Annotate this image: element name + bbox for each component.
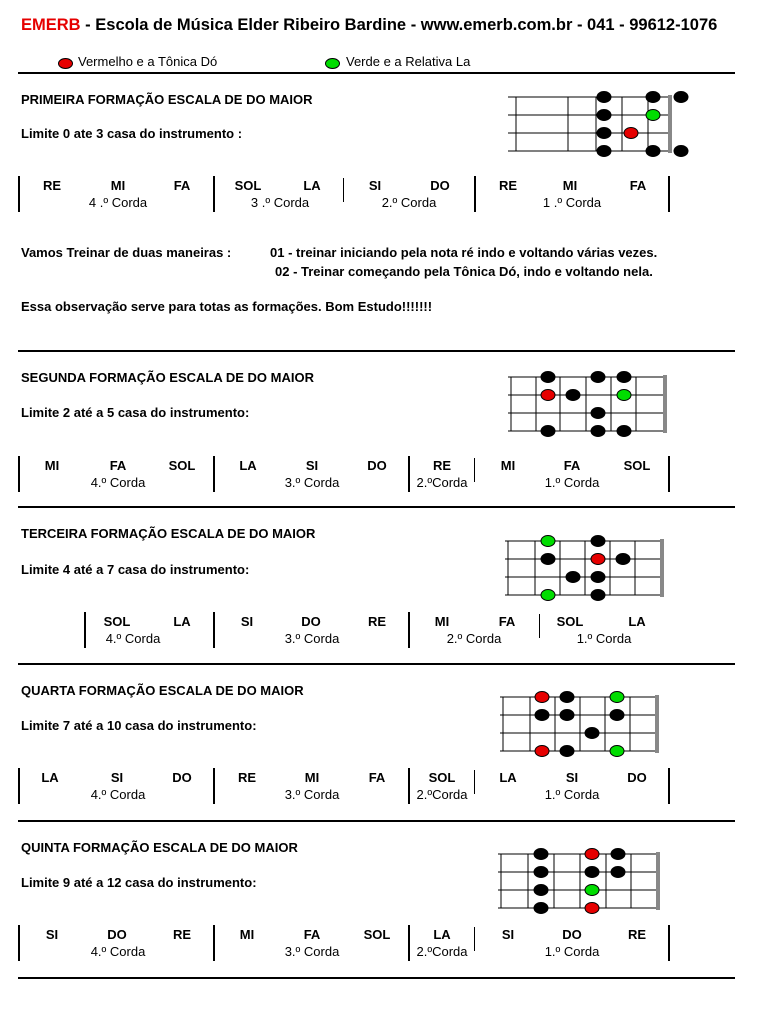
note-dot-black xyxy=(541,554,555,565)
bar xyxy=(408,768,410,804)
note-dot-black xyxy=(611,867,625,878)
bar xyxy=(18,768,20,804)
header-title-text: - Escola de Música Elder Ribeiro Bardine - www.emerb.com.br - 041 - 99612-1076 xyxy=(80,16,718,34)
section-2-scale xyxy=(0,456,768,496)
note-label: SI xyxy=(110,770,124,785)
section-3-limit: Limite 4 até a 7 casa do instrumento: xyxy=(21,562,250,577)
note-label: DO xyxy=(107,927,127,942)
note-dot-green xyxy=(646,110,660,121)
note-dot-red xyxy=(541,390,555,401)
bar xyxy=(408,456,410,492)
note-label: MI xyxy=(110,178,126,193)
string-label: 1.º Corda xyxy=(576,631,632,646)
bar xyxy=(408,925,410,961)
divider xyxy=(18,663,735,665)
note-label: SOL xyxy=(234,178,262,193)
note-label: FA xyxy=(498,614,516,629)
note-dot-black xyxy=(585,867,599,878)
note-label: SI xyxy=(305,458,319,473)
note-label: SOL xyxy=(428,770,456,785)
note-label: RE xyxy=(172,927,192,942)
bar xyxy=(84,612,86,648)
note-dot-black xyxy=(597,92,611,103)
string-label: 3 .º Corda xyxy=(250,195,310,210)
bar xyxy=(668,456,670,492)
section-2-limit: Limite 2 até a 5 casa do instrumento: xyxy=(21,405,250,420)
string-label: 4.º Corda xyxy=(90,944,146,959)
note-label: LA xyxy=(628,614,646,629)
note-dot-red xyxy=(624,128,638,139)
note-label: MI xyxy=(434,614,450,629)
bar xyxy=(213,456,215,492)
note-label: DO xyxy=(172,770,192,785)
note-dot-black xyxy=(591,408,605,419)
note-label: RE xyxy=(367,614,387,629)
bar xyxy=(474,927,475,951)
bar xyxy=(474,176,476,212)
legend-red-label: Vermelho e a Tônica Dó xyxy=(78,54,218,69)
fretboard-diagram-1 xyxy=(508,86,698,161)
fretboard-diagram-5 xyxy=(498,843,668,913)
bar xyxy=(213,768,215,804)
note-label: MI xyxy=(562,178,578,193)
string-label: 2.ºCorda xyxy=(416,787,468,802)
note-label: MI xyxy=(304,770,320,785)
note-dot-black xyxy=(597,128,611,139)
note-dot-green xyxy=(541,590,555,601)
note-dot-black xyxy=(535,710,549,721)
note-dot-black xyxy=(534,903,548,914)
bar xyxy=(213,612,215,648)
note-label: RE xyxy=(237,770,257,785)
note-dot-green xyxy=(541,536,555,547)
note-label: SI xyxy=(368,178,382,193)
bar xyxy=(668,176,670,212)
section-2-title: SEGUNDA FORMAÇÃO ESCALA DE DO MAIOR xyxy=(21,370,314,385)
bar xyxy=(668,768,670,804)
string-label: 1 .º Corda xyxy=(542,195,602,210)
bar xyxy=(18,176,20,212)
bar xyxy=(408,612,410,648)
note-dot-black xyxy=(534,885,548,896)
section-1-limit: Limite 0 ate 3 casa do instrumento : xyxy=(21,126,243,141)
training-intro: Vamos Treinar de duas maneiras : xyxy=(21,245,232,260)
note-label: DO xyxy=(301,614,321,629)
note-label: SI xyxy=(45,927,59,942)
note-dot-red xyxy=(535,692,549,703)
note-label: RE xyxy=(42,178,62,193)
section-3-scale xyxy=(0,612,768,652)
note-label: RE xyxy=(432,458,452,473)
note-label: RE xyxy=(627,927,647,942)
note-dot-green xyxy=(610,692,624,703)
page-header xyxy=(21,16,717,35)
note-label: FA xyxy=(563,458,581,473)
training-way-1: 01 - treinar iniciando pela nota ré indo e voltando várias vezes. xyxy=(270,245,658,260)
fretboard-nut xyxy=(668,95,672,153)
note-label: FA xyxy=(629,178,647,193)
note-label: MI xyxy=(239,927,255,942)
note-label: SOL xyxy=(168,458,196,473)
note-dot-black xyxy=(611,849,625,860)
note-dot-black xyxy=(541,372,555,383)
note-dot-black xyxy=(566,572,580,583)
note-dot-black xyxy=(597,110,611,121)
note-dot-black xyxy=(591,572,605,583)
fretboard-nut xyxy=(655,695,659,753)
section-4-scale xyxy=(0,768,768,808)
bar xyxy=(18,925,20,961)
note-label: LA xyxy=(239,458,257,473)
note-dot-red xyxy=(585,849,599,860)
note-dot-black xyxy=(534,867,548,878)
note-dot-black xyxy=(674,92,688,103)
string-label: 4.º Corda xyxy=(90,475,146,490)
section-3-title: TERCEIRA FORMAÇÃO ESCALA DE DO MAIOR xyxy=(21,526,316,541)
note-dot-black xyxy=(591,372,605,383)
note-label: SOL xyxy=(623,458,651,473)
note-label: FA xyxy=(173,178,191,193)
section-4-limit: Limite 7 até a 10 casa do instrumento: xyxy=(21,718,257,733)
note-dot-green xyxy=(585,885,599,896)
fretboard-diagram-3 xyxy=(505,530,675,600)
string-label: 1.º Corda xyxy=(544,787,600,802)
bar xyxy=(18,456,20,492)
note-dot-black xyxy=(591,536,605,547)
note-dot-black xyxy=(560,692,574,703)
note-label: DO xyxy=(367,458,387,473)
note-dot-black xyxy=(560,746,574,757)
bar xyxy=(474,458,475,482)
note-label: MI xyxy=(44,458,60,473)
note-label: MI xyxy=(500,458,516,473)
note-label: FA xyxy=(368,770,386,785)
note-dot-black xyxy=(617,372,631,383)
fretboard-diagram-4 xyxy=(500,686,670,756)
string-label: 3.º Corda xyxy=(284,944,340,959)
note-label: LA xyxy=(433,927,451,942)
note-label: SOL xyxy=(363,927,391,942)
note-dot-black xyxy=(610,710,624,721)
bar xyxy=(213,176,215,212)
note-dot-black xyxy=(585,728,599,739)
divider xyxy=(18,350,735,352)
string-label: 1.º Corda xyxy=(544,475,600,490)
note-label: DO xyxy=(430,178,450,193)
note-label: RE xyxy=(498,178,518,193)
bar xyxy=(539,614,540,638)
training-way-2: 02 - Treinar começando pela Tônica Dó, indo e voltando nela. xyxy=(275,264,653,279)
note-label: SOL xyxy=(103,614,131,629)
string-label: 2.ºCorda xyxy=(416,475,468,490)
note-dot-black xyxy=(541,426,555,437)
closing-note: Essa observação serve para totas as formações. Bom Estudo!!!!!!! xyxy=(21,299,433,314)
note-dot-black xyxy=(646,146,660,157)
note-dot-black xyxy=(617,426,631,437)
brand-name: EMERB xyxy=(21,16,81,34)
note-dot-black xyxy=(674,146,688,157)
note-label: LA xyxy=(303,178,321,193)
fretboard-nut xyxy=(663,375,667,433)
string-label: 2.º Corda xyxy=(446,631,502,646)
divider xyxy=(18,820,735,822)
note-dot-black xyxy=(646,92,660,103)
note-label: FA xyxy=(109,458,127,473)
note-dot-black xyxy=(616,554,630,565)
bar xyxy=(668,925,670,961)
note-label: DO xyxy=(627,770,647,785)
fretboard-nut xyxy=(660,539,664,597)
note-dot-black xyxy=(560,710,574,721)
note-dot-black xyxy=(591,590,605,601)
section-1-title: PRIMEIRA FORMAÇÃO ESCALA DE DO MAIOR xyxy=(21,92,313,107)
bar xyxy=(343,178,344,202)
bar xyxy=(474,770,475,794)
note-dot-green xyxy=(610,746,624,757)
red-dot-icon xyxy=(58,58,73,69)
note-dot-red xyxy=(585,903,599,914)
string-label: 1.º Corda xyxy=(544,944,600,959)
note-label: LA xyxy=(41,770,59,785)
section-5-limit: Limite 9 até a 12 casa do instrumento: xyxy=(21,875,257,890)
note-label: SI xyxy=(565,770,579,785)
string-label: 4.º Corda xyxy=(105,631,161,646)
section-4-title: QUARTA FORMAÇÃO ESCALA DE DO MAIOR xyxy=(21,683,304,698)
note-label: LA xyxy=(499,770,517,785)
string-label: 2.ºCorda xyxy=(416,944,468,959)
divider xyxy=(18,977,735,979)
string-label: 4 .º Corda xyxy=(88,195,148,210)
string-label: 3.º Corda xyxy=(284,475,340,490)
divider xyxy=(18,72,735,74)
green-dot-icon xyxy=(325,58,340,69)
fretboard-nut xyxy=(656,852,660,910)
string-label: 3.º Corda xyxy=(284,631,340,646)
note-label: SI xyxy=(501,927,515,942)
note-dot-red xyxy=(535,746,549,757)
note-dot-black xyxy=(566,390,580,401)
section-1-scale xyxy=(0,176,768,216)
string-label: 3.º Corda xyxy=(284,787,340,802)
legend-green-label: Verde e a Relativa La xyxy=(346,54,471,69)
fretboard-diagram-2 xyxy=(508,366,678,436)
string-label: 2.º Corda xyxy=(381,195,437,210)
section-5-scale xyxy=(0,925,768,965)
note-label: LA xyxy=(173,614,191,629)
string-label: 4.º Corda xyxy=(90,787,146,802)
note-dot-black xyxy=(597,146,611,157)
note-dot-green xyxy=(617,390,631,401)
note-dot-black xyxy=(591,426,605,437)
note-label: FA xyxy=(303,927,321,942)
divider xyxy=(18,506,735,508)
note-dot-black xyxy=(534,849,548,860)
section-5-title: QUINTA FORMAÇÃO ESCALA DE DO MAIOR xyxy=(21,840,298,855)
note-label: DO xyxy=(562,927,582,942)
note-label: SI xyxy=(240,614,254,629)
bar xyxy=(213,925,215,961)
note-dot-red xyxy=(591,554,605,565)
note-label: SOL xyxy=(556,614,584,629)
